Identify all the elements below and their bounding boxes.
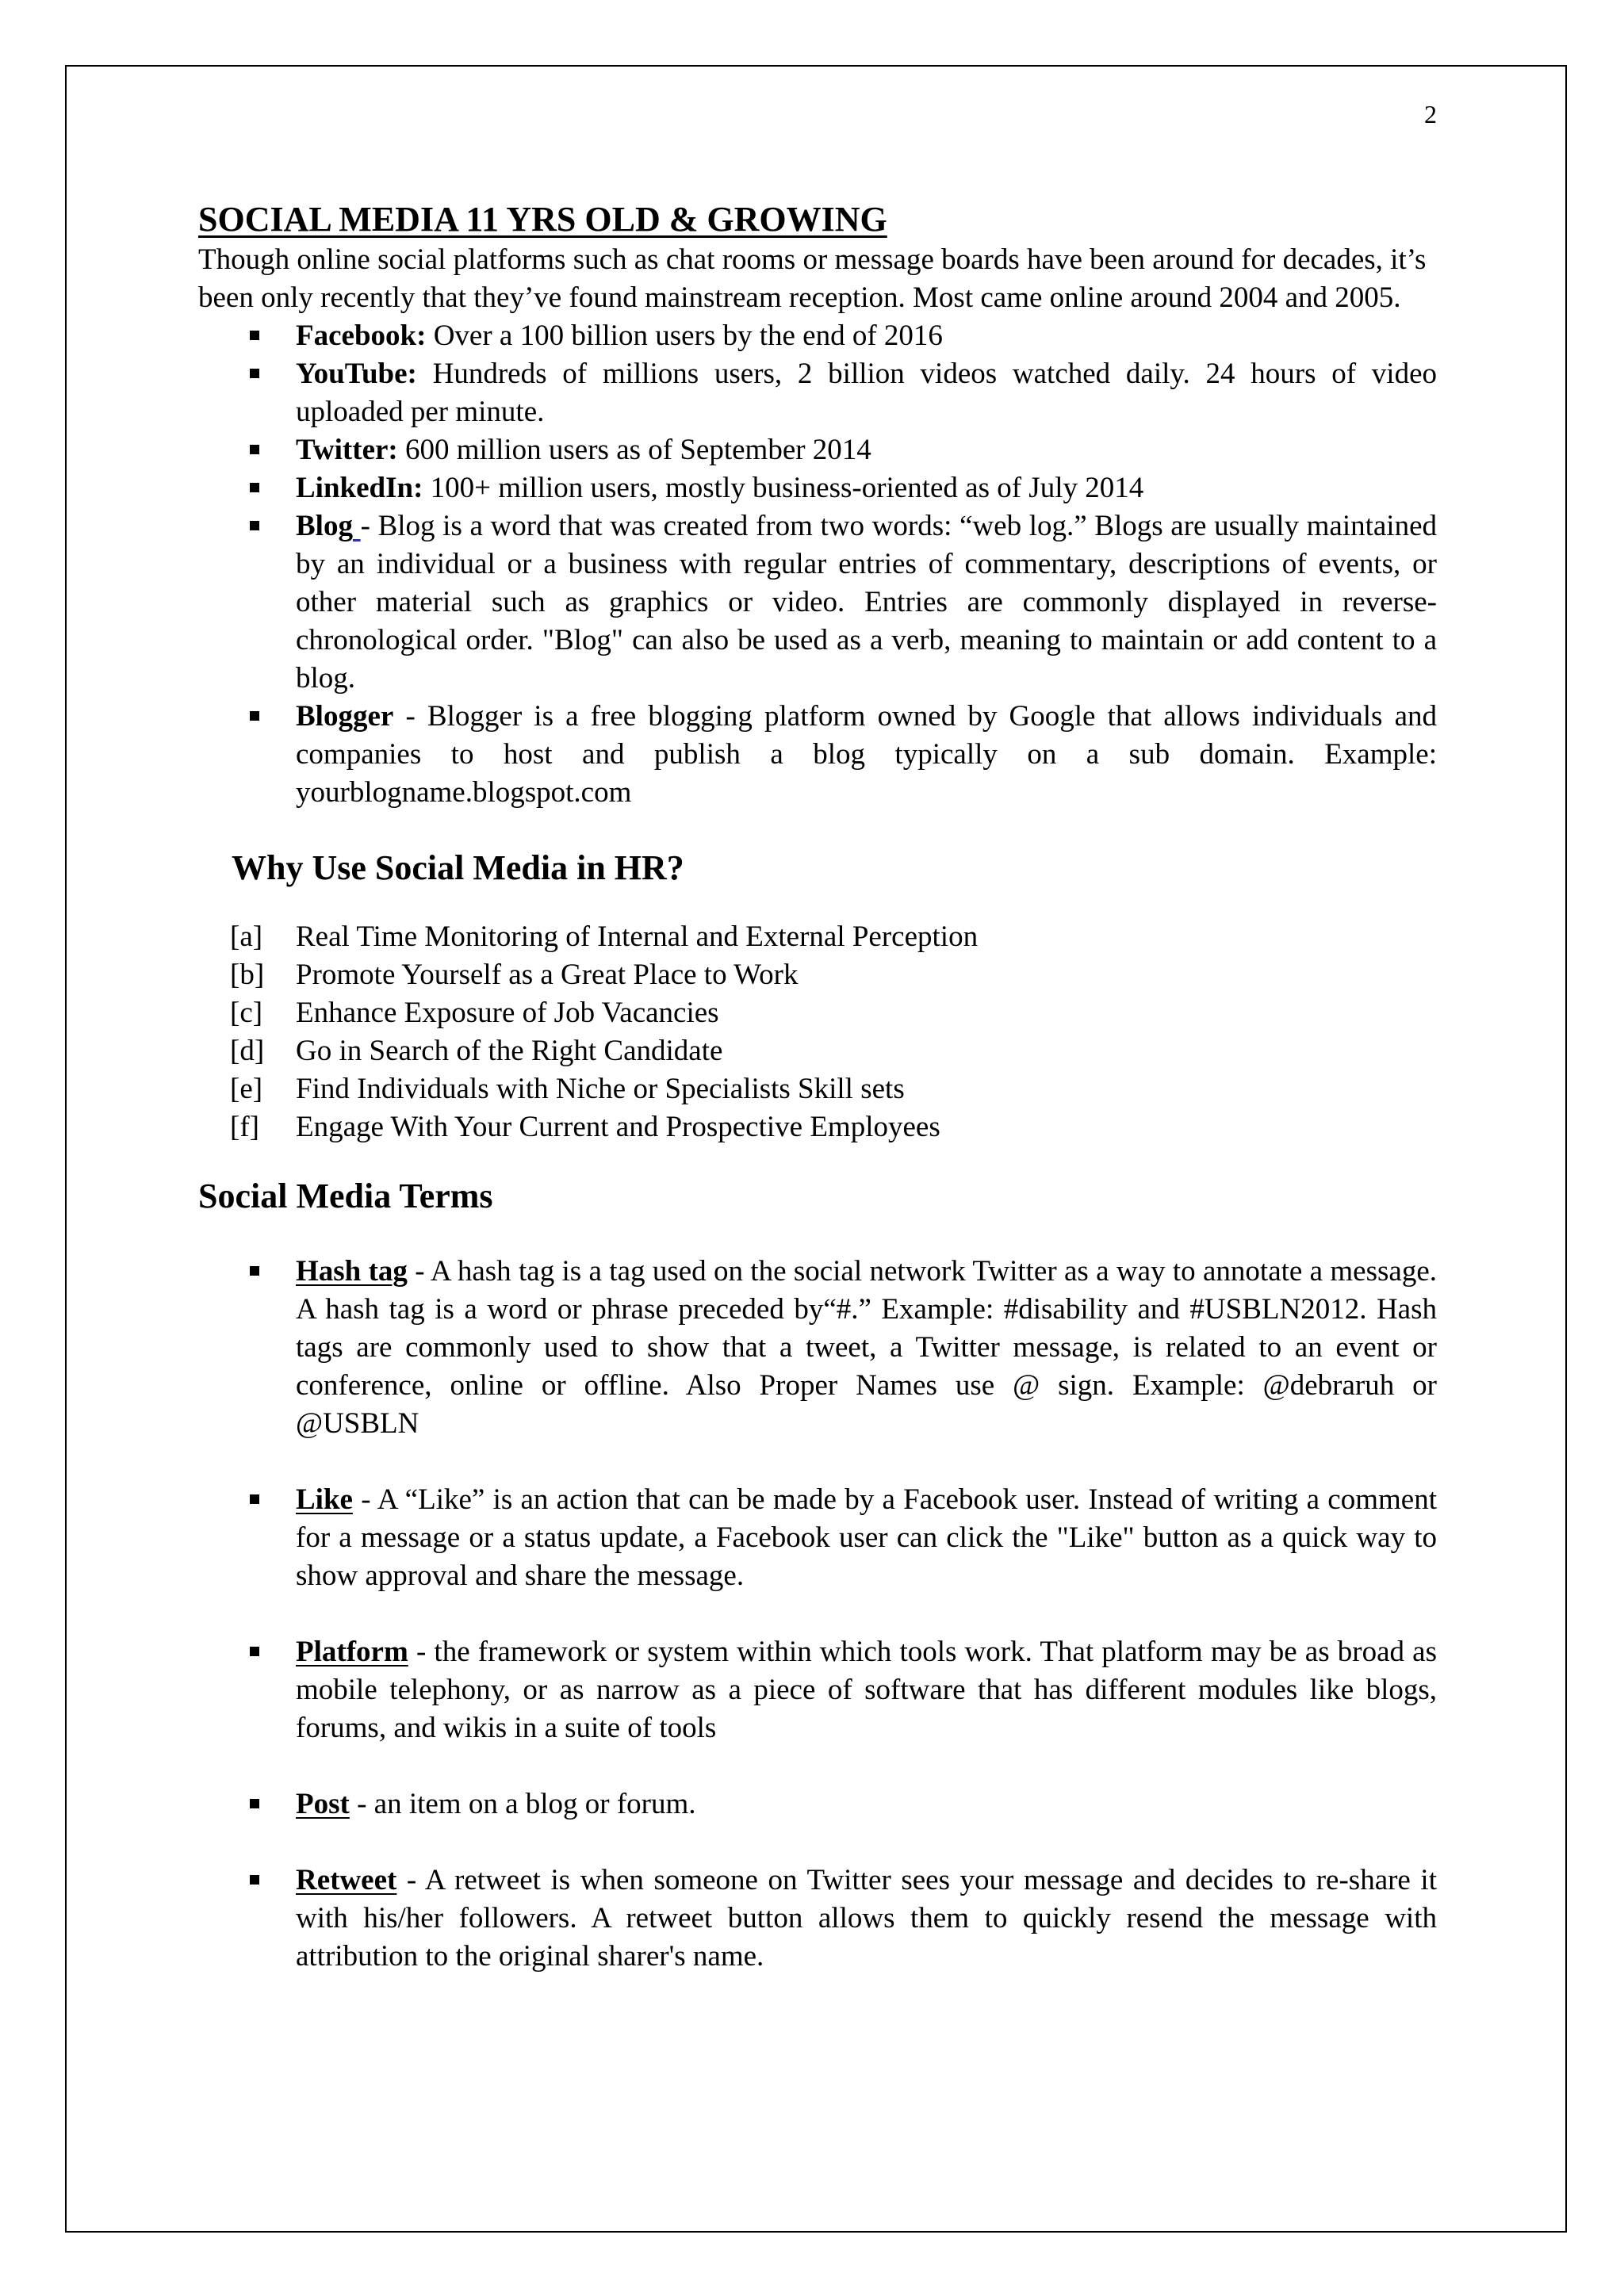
- item-label: YouTube:: [296, 358, 417, 390]
- square-bullet-icon: [250, 521, 259, 530]
- list-item: [198, 1070, 1437, 1108]
- square-bullet-icon: [250, 711, 259, 721]
- section-title: SOCIAL MEDIA 11 YRS OLD & GROWING: [198, 200, 887, 239]
- item-label: Twitter:: [296, 434, 398, 466]
- term-item: [198, 1633, 1437, 1747]
- square-bullet-icon: [250, 1647, 259, 1656]
- term-label: Hash tag: [296, 1255, 408, 1288]
- page-number: 2: [1424, 100, 1437, 128]
- square-bullet-icon: [250, 369, 259, 378]
- item-text: Enhance Exposure of Job Vacancies: [296, 997, 719, 1029]
- square-bullet-icon: [250, 1875, 259, 1885]
- item-text: Promote Yourself as a Great Place to Work: [296, 959, 799, 991]
- square-bullet-icon: [250, 1799, 259, 1808]
- intro-paragraph: Though online social platforms such as chat rooms or message boards have been around for decades, it’s been only recently that they’ve found mainstream reception. Most came online around 2004 and 2005.: [198, 243, 1427, 314]
- item-marker: [e]: [230, 1073, 263, 1105]
- list-item: [198, 956, 1437, 994]
- list-item: [198, 994, 1437, 1032]
- term-item: [198, 1785, 1437, 1823]
- why-heading: Why Use Social Media in HR?: [232, 848, 684, 887]
- term-label: Like: [296, 1483, 353, 1516]
- item-text: 100+ million users, mostly business-oriented as of July 2014: [423, 472, 1144, 504]
- term-definition: - A retweet is when someone on Twitter sees your message and decides to re-share it with his/her followers. A retweet button allows them to quickly resend the message with attribution to the original sharer's name.: [296, 1864, 1437, 1973]
- item-text: - Blogger is a free blogging platform owned by Google that allows individuals and companies to host and publish a blog typically on a sub domain. Example: yourblogname.blogspot.com: [296, 700, 1437, 809]
- list-item: [198, 698, 1437, 812]
- platform-list: [198, 317, 1437, 812]
- item-label: Blogger: [296, 700, 394, 733]
- list-item: [198, 355, 1437, 431]
- blog-link[interactable]: Blog: [296, 510, 353, 542]
- item-marker: [a]: [230, 920, 263, 953]
- item-text: Hundreds of millions users, 2 billion videos watched daily. 24 hours of video uploaded per minute.: [296, 358, 1437, 428]
- terms-heading: Social Media Terms: [198, 1177, 493, 1215]
- list-item: [198, 1108, 1437, 1146]
- item-label: Facebook:: [296, 320, 427, 352]
- square-bullet-icon: [250, 1266, 259, 1276]
- term-label: Retweet: [296, 1864, 397, 1896]
- square-bullet-icon: [250, 445, 259, 454]
- item-marker: [f]: [230, 1111, 259, 1143]
- item-text: Engage With Your Current and Prospective Employees: [296, 1111, 940, 1143]
- term-definition: - A “Like” is an action that can be made by a Facebook user. Instead of writing a comment for a message or a status update, a Facebook user can click the "Like" button as a quick way to show approval and share the message.: [296, 1483, 1437, 1592]
- item-marker: [b]: [230, 959, 265, 991]
- term-item: [198, 1253, 1437, 1443]
- item-text: Over a 100 billion users by the end of 2016: [426, 320, 943, 352]
- item-marker: [c]: [230, 997, 263, 1029]
- item-text: 600 million users as of September 2014: [397, 434, 871, 466]
- term-definition: - A hash tag is a tag used on the social network Twitter as a way to annotate a message. A hash tag is a word or phrase preceded by“#.” Example: #disability and #USBLN2012. Hash tags are commonly used to show that a tweet, a Twitter message, is related to an event or conference, online or offline. Also Proper Names use @ sign. Example: @debraruh or @USBLN: [296, 1255, 1437, 1440]
- square-bullet-icon: [250, 331, 259, 340]
- item-marker: [d]: [230, 1035, 265, 1067]
- list-item: [198, 469, 1437, 507]
- item-text: - Blog is a word that was created from two words: “web log.” Blogs are usually maintained by an individual or a business with regular entries of commentary, descriptions of events, or other material such as graphics or video. Entries are commonly displayed in reverse-chronological order. "Blog" can also be used as a verb, meaning to maintain or add content to a blog.: [296, 510, 1438, 695]
- item-label: LinkedIn:: [296, 472, 423, 504]
- term-definition: - an item on a blog or forum.: [349, 1788, 696, 1820]
- list-item: [198, 317, 1437, 355]
- terms-list: [198, 1253, 1437, 1976]
- term-label: Post: [296, 1788, 350, 1820]
- reasons-list: [198, 918, 1437, 1146]
- list-item: [198, 507, 1437, 698]
- term-item: [198, 1862, 1437, 1976]
- item-text: Go in Search of the Right Candidate: [296, 1035, 723, 1067]
- square-bullet-icon: [250, 483, 259, 492]
- term-label: Platform: [296, 1636, 408, 1668]
- list-item: [198, 1032, 1437, 1070]
- term-definition: - the framework or system within which tools work. That platform may be as broad as mobile telephony, or as narrow as a piece of software that has different modules like blogs, forums, and wikis in a suite of tools: [296, 1636, 1437, 1744]
- document-body: [198, 198, 1437, 1976]
- item-text: Find Individuals with Niche or Specialists Skill sets: [296, 1073, 905, 1105]
- term-item: [198, 1481, 1437, 1595]
- item-text: Real Time Monitoring of Internal and External Perception: [296, 920, 979, 953]
- list-item: [198, 918, 1437, 956]
- square-bullet-icon: [250, 1494, 259, 1504]
- list-item: [198, 431, 1437, 469]
